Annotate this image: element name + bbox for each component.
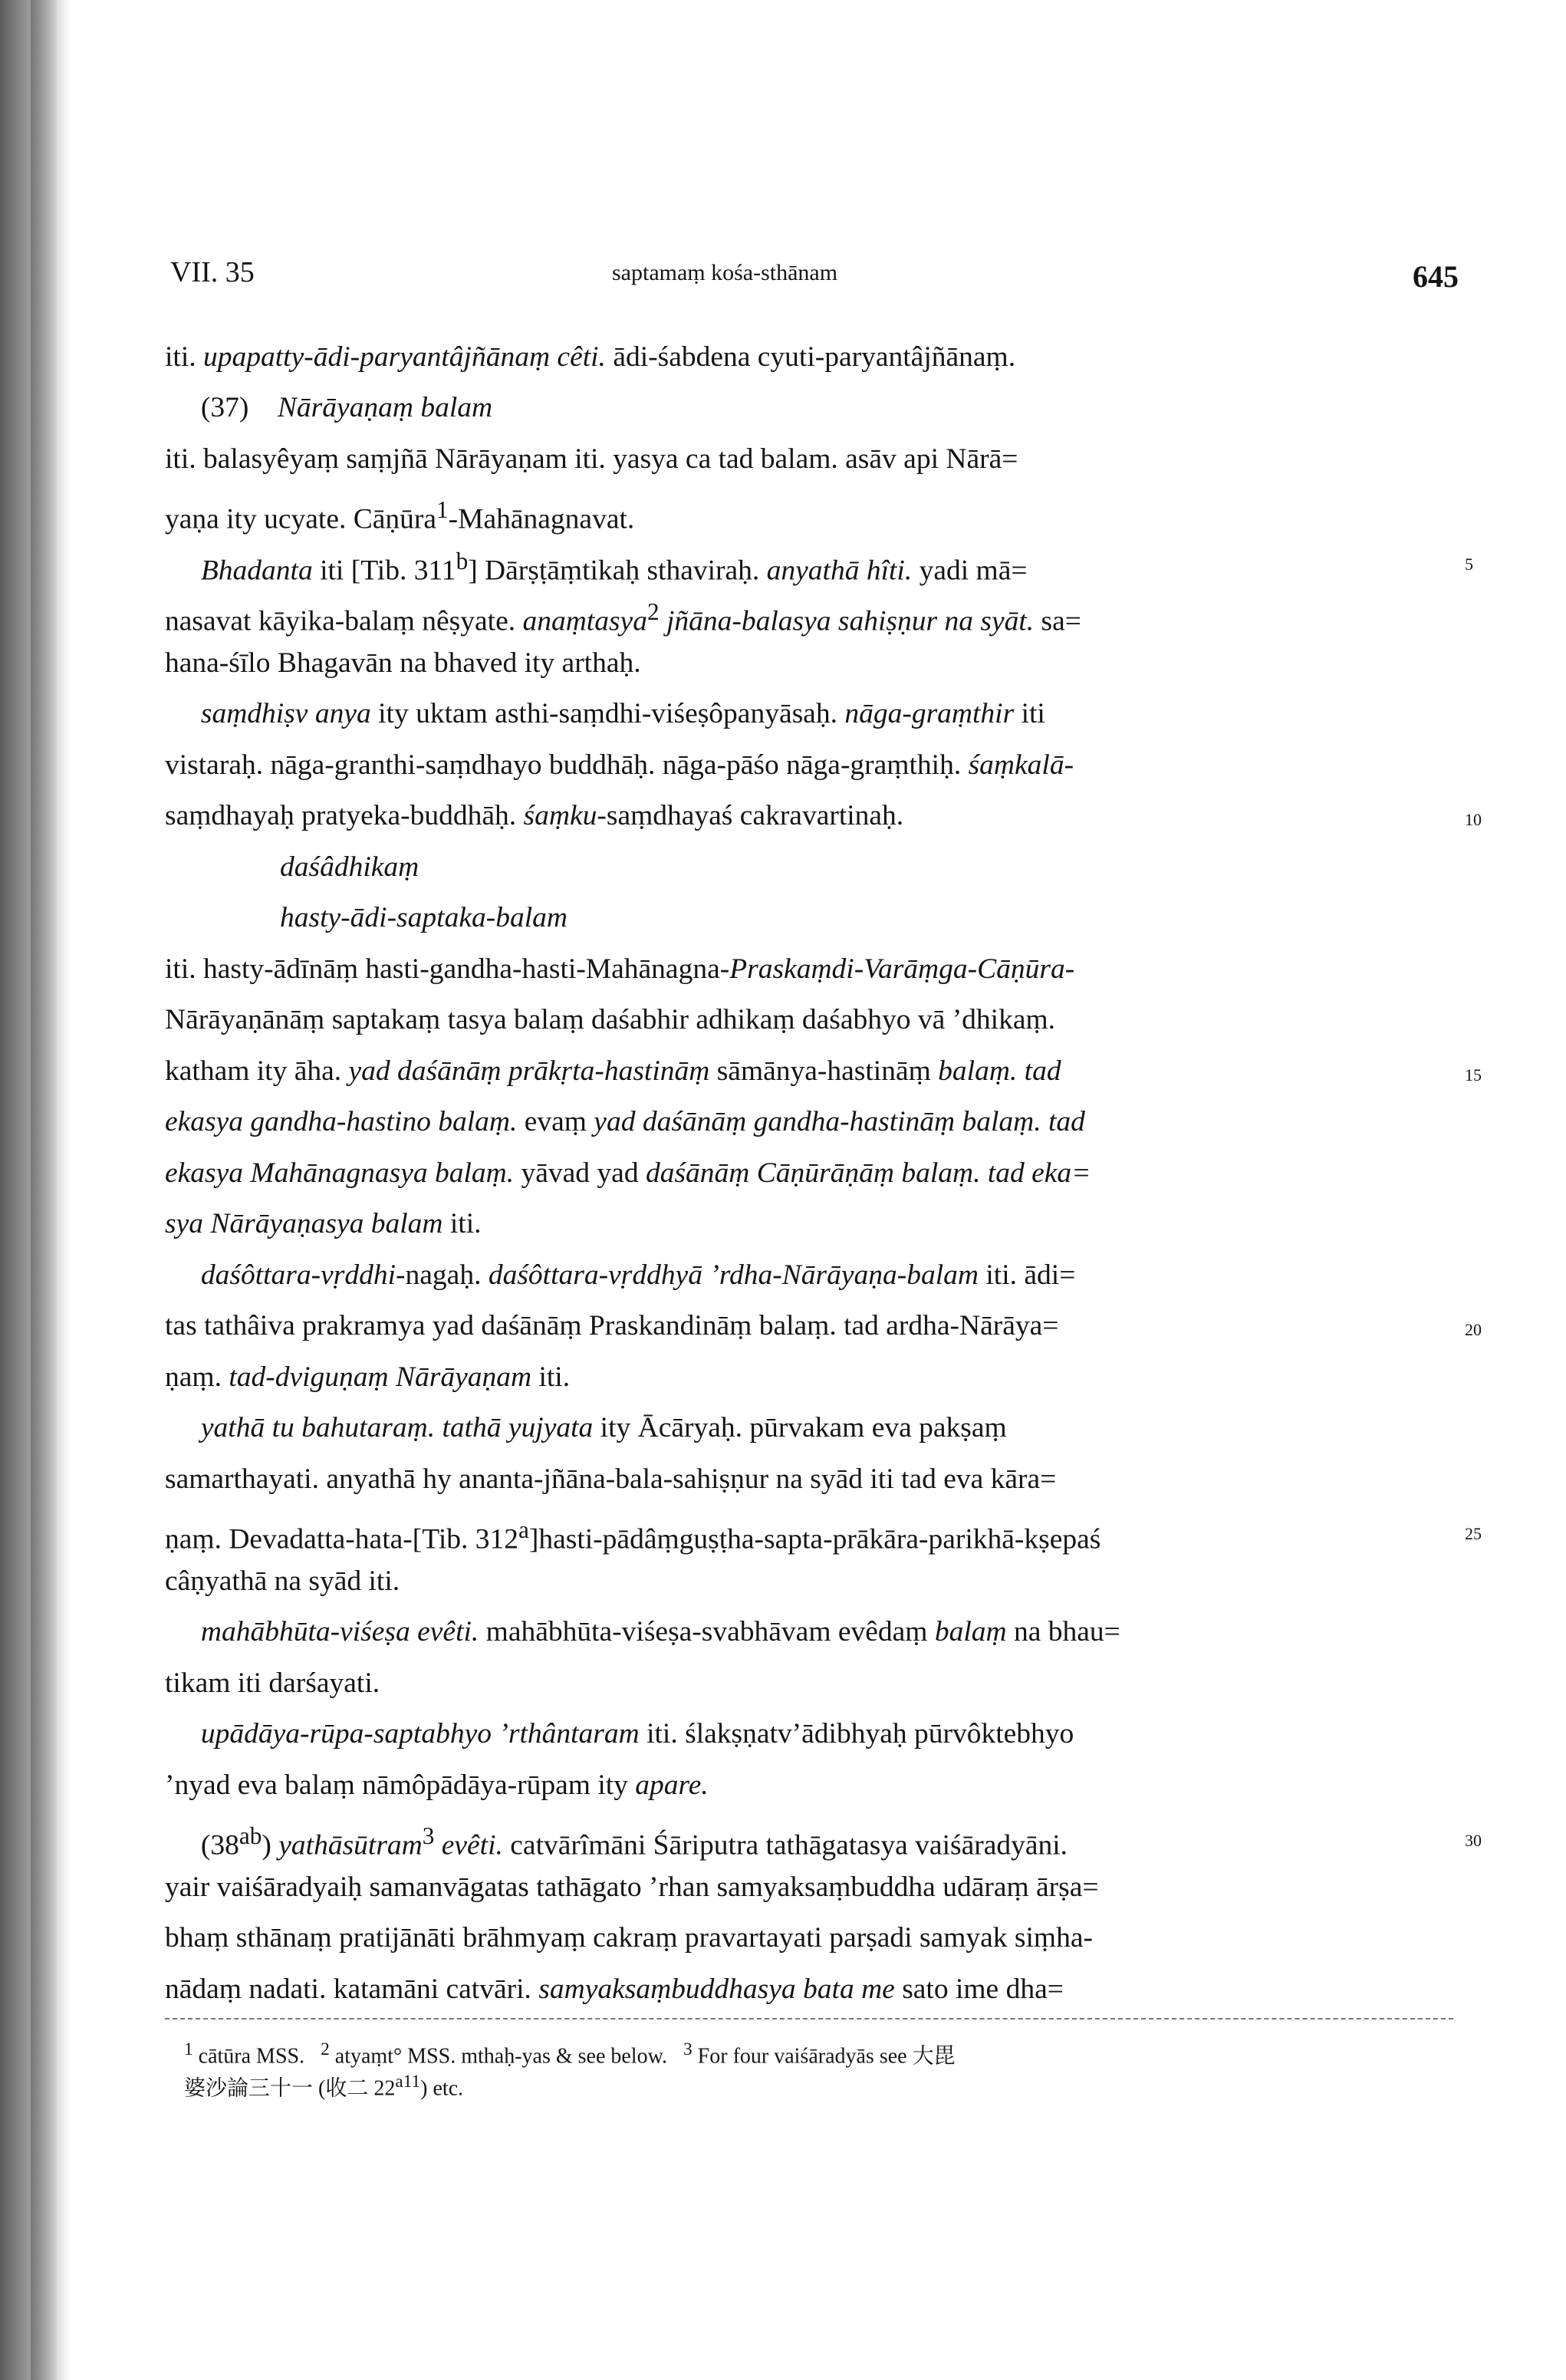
text-line: ṇaṃ. Devadatta-hata-[Tib. 312$^a$]hasti-pādâṃguṣṭha-sapta-prākāra-parikhā-kṣepaś: [165, 1516, 1101, 1555]
text-line: saṃdhiṣv anya ity uktam asthi-saṃdhi-viśeṣôpanyāsaḥ. nāga-graṃthir iti: [200, 698, 1045, 729]
chapter-verse-ref: VII. 35: [170, 256, 255, 288]
text-line: ’nyad eva balaṃ nāmôpādāya-rūpam ity apare.: [165, 1769, 709, 1801]
text-line: (37) Nārāyaṇaṃ balam: [165, 392, 493, 423]
text-line: bhaṃ sthānaṃ pratijānāti brāhmyaṃ cakraṃ pravartayati parṣadi samyak siṃha-: [165, 1922, 1093, 1954]
text-line: samarthayati. anyathā hy ananta-jñāna-bala-sahiṣṇur na syād iti tad eva kāra=: [165, 1463, 1057, 1495]
text-line: iti. balasyêyaṃ saṃjñā Nārāyaṇam iti. yasya ca tad balam. asāv api Nārā=: [165, 443, 1018, 475]
text-line: hana-śīlo Bhagavān na bhaved ity arthaḥ.: [165, 647, 641, 679]
footnote-line: $^1$ cātūra MSS. $^2$ atyaṃt° MSS. mthaḥ-yas & see below. $^3$ For four vaiśāradyās see 大毘: [184, 2039, 956, 2069]
line-number: 30: [1465, 1831, 1482, 1850]
text-line: Nārāyaṇānāṃ saptakaṃ tasya balaṃ daśabhir adhikaṃ daśabhyo vā ’dhikaṃ.: [165, 1004, 1056, 1035]
text-line: upādāya-rūpa-saptabhyo ’rthântaram iti. ślakṣṇatv’ādibhyaḥ pūrvôktebhyo: [200, 1718, 1074, 1750]
running-title: saptamaṃ kośa-sthānam: [612, 260, 838, 285]
text-line: nasavat kāyika-balaṃ nêṣyate. anaṃtasya$^2$ jñāna-balasya sahiṣṇur na syāt. sa=: [165, 598, 1081, 637]
line-number: 10: [1465, 810, 1482, 829]
page-header: [0, 255, 1566, 301]
footnote-divider: [165, 2018, 1453, 2020]
text-line: yathā tu bahutaraṃ. tathā yujyata ity Ācāryaḥ. pūrvakam eva pakṣaṃ: [200, 1412, 1007, 1443]
text-line: iti. hasty-ādīnāṃ hasti-gandha-hasti-Mahānagna-Praskaṃdi-Varāṃga-Cāṇūra-: [165, 953, 1075, 985]
text-line: vistaraḥ. nāga-granthi-saṃdhayo buddhāḥ. nāga-pāśo nāga-graṃthiḥ. śaṃkalā-: [165, 749, 1074, 781]
text-line: tikam iti darśayati.: [165, 1667, 380, 1699]
text-line: nādaṃ nadati. katamāni catvāri. samyaksaṃbuddhasya bata me sato ime dha=: [165, 1973, 1064, 2005]
text-line: $(38^{ab})$ yathāsūtram$^3$ evêti. catvārîmāni Śāriputra tathāgatasya vaiśāradyāni.: [165, 1822, 1068, 1862]
text-line: sya Nārāyaṇasya balam iti.: [165, 1208, 482, 1239]
text-line: iti. upapatty-ādi-paryantâjñānaṃ cêti. ādi-śabdena cyuti-paryantâjñānaṃ.: [165, 341, 1016, 373]
line-number: 5: [1465, 555, 1473, 574]
text-line: yair vaiśāradyaiḥ samanvāgatas tathāgato ’rhan samyaksaṃbuddha udāraṃ ārṣa=: [165, 1871, 1099, 1903]
text-line: yaṇa ity ucyate. Cāṇūra$^1$-Mahānagnavat.: [165, 496, 635, 535]
text-line: saṃdhayaḥ pratyeka-buddhāḥ. śaṃku-saṃdhayaś cakravartinaḥ.: [165, 800, 904, 831]
line-number: 25: [1465, 1524, 1482, 1543]
line-number: 15: [1465, 1065, 1482, 1085]
line-number: 20: [1465, 1320, 1482, 1339]
text-line: ekasya Mahānagnasya balaṃ. yāvad yad daśānāṃ Cāṇūrāṇāṃ balaṃ. tad eka=: [165, 1157, 1091, 1189]
text-line: câṇyathā na syād iti.: [165, 1565, 400, 1597]
text-line: katham ity āha. yad daśānāṃ prākṛta-hastināṃ sāmānya-hastināṃ balaṃ. tad: [165, 1055, 1061, 1087]
page-number: 645: [1413, 259, 1459, 294]
text-line: ekasya gandha-hastino balaṃ. evaṃ yad daśānāṃ gandha-hastināṃ balaṃ. tad: [165, 1106, 1085, 1137]
text-line: daśôttara-vṛddhi-nagaḥ. daśôttara-vṛddhyā ’rdha-Nārāyaṇa-balam iti. ādi=: [200, 1259, 1076, 1291]
text-line: daśâdhikaṃ: [280, 851, 419, 883]
footnote-line: 婆沙論三十一 (收二 $22^{a11}$) etc.: [184, 2072, 464, 2101]
text-line: mahābhūta-viśeṣa evêti. mahābhūta-viśeṣa-svabhāvam evêdaṃ balaṃ na bhau=: [200, 1616, 1120, 1648]
text-line: tas tathâiva prakramya yad daśānāṃ Praskandināṃ balaṃ. tad ardha-Nārāya=: [165, 1310, 1059, 1341]
text-line: Bhadanta iti [Tib. 311$^b$] Dārṣṭāṃtikaḥ sthaviraḥ. anyathā hîti. yadi mā=: [200, 548, 1028, 587]
text-line: hasty-ādi-saptaka-balam: [280, 902, 568, 933]
book-spine-fold: [31, 0, 57, 2380]
text-line: ṇaṃ. tad-dviguṇaṃ Nārāyaṇam iti.: [165, 1361, 571, 1393]
